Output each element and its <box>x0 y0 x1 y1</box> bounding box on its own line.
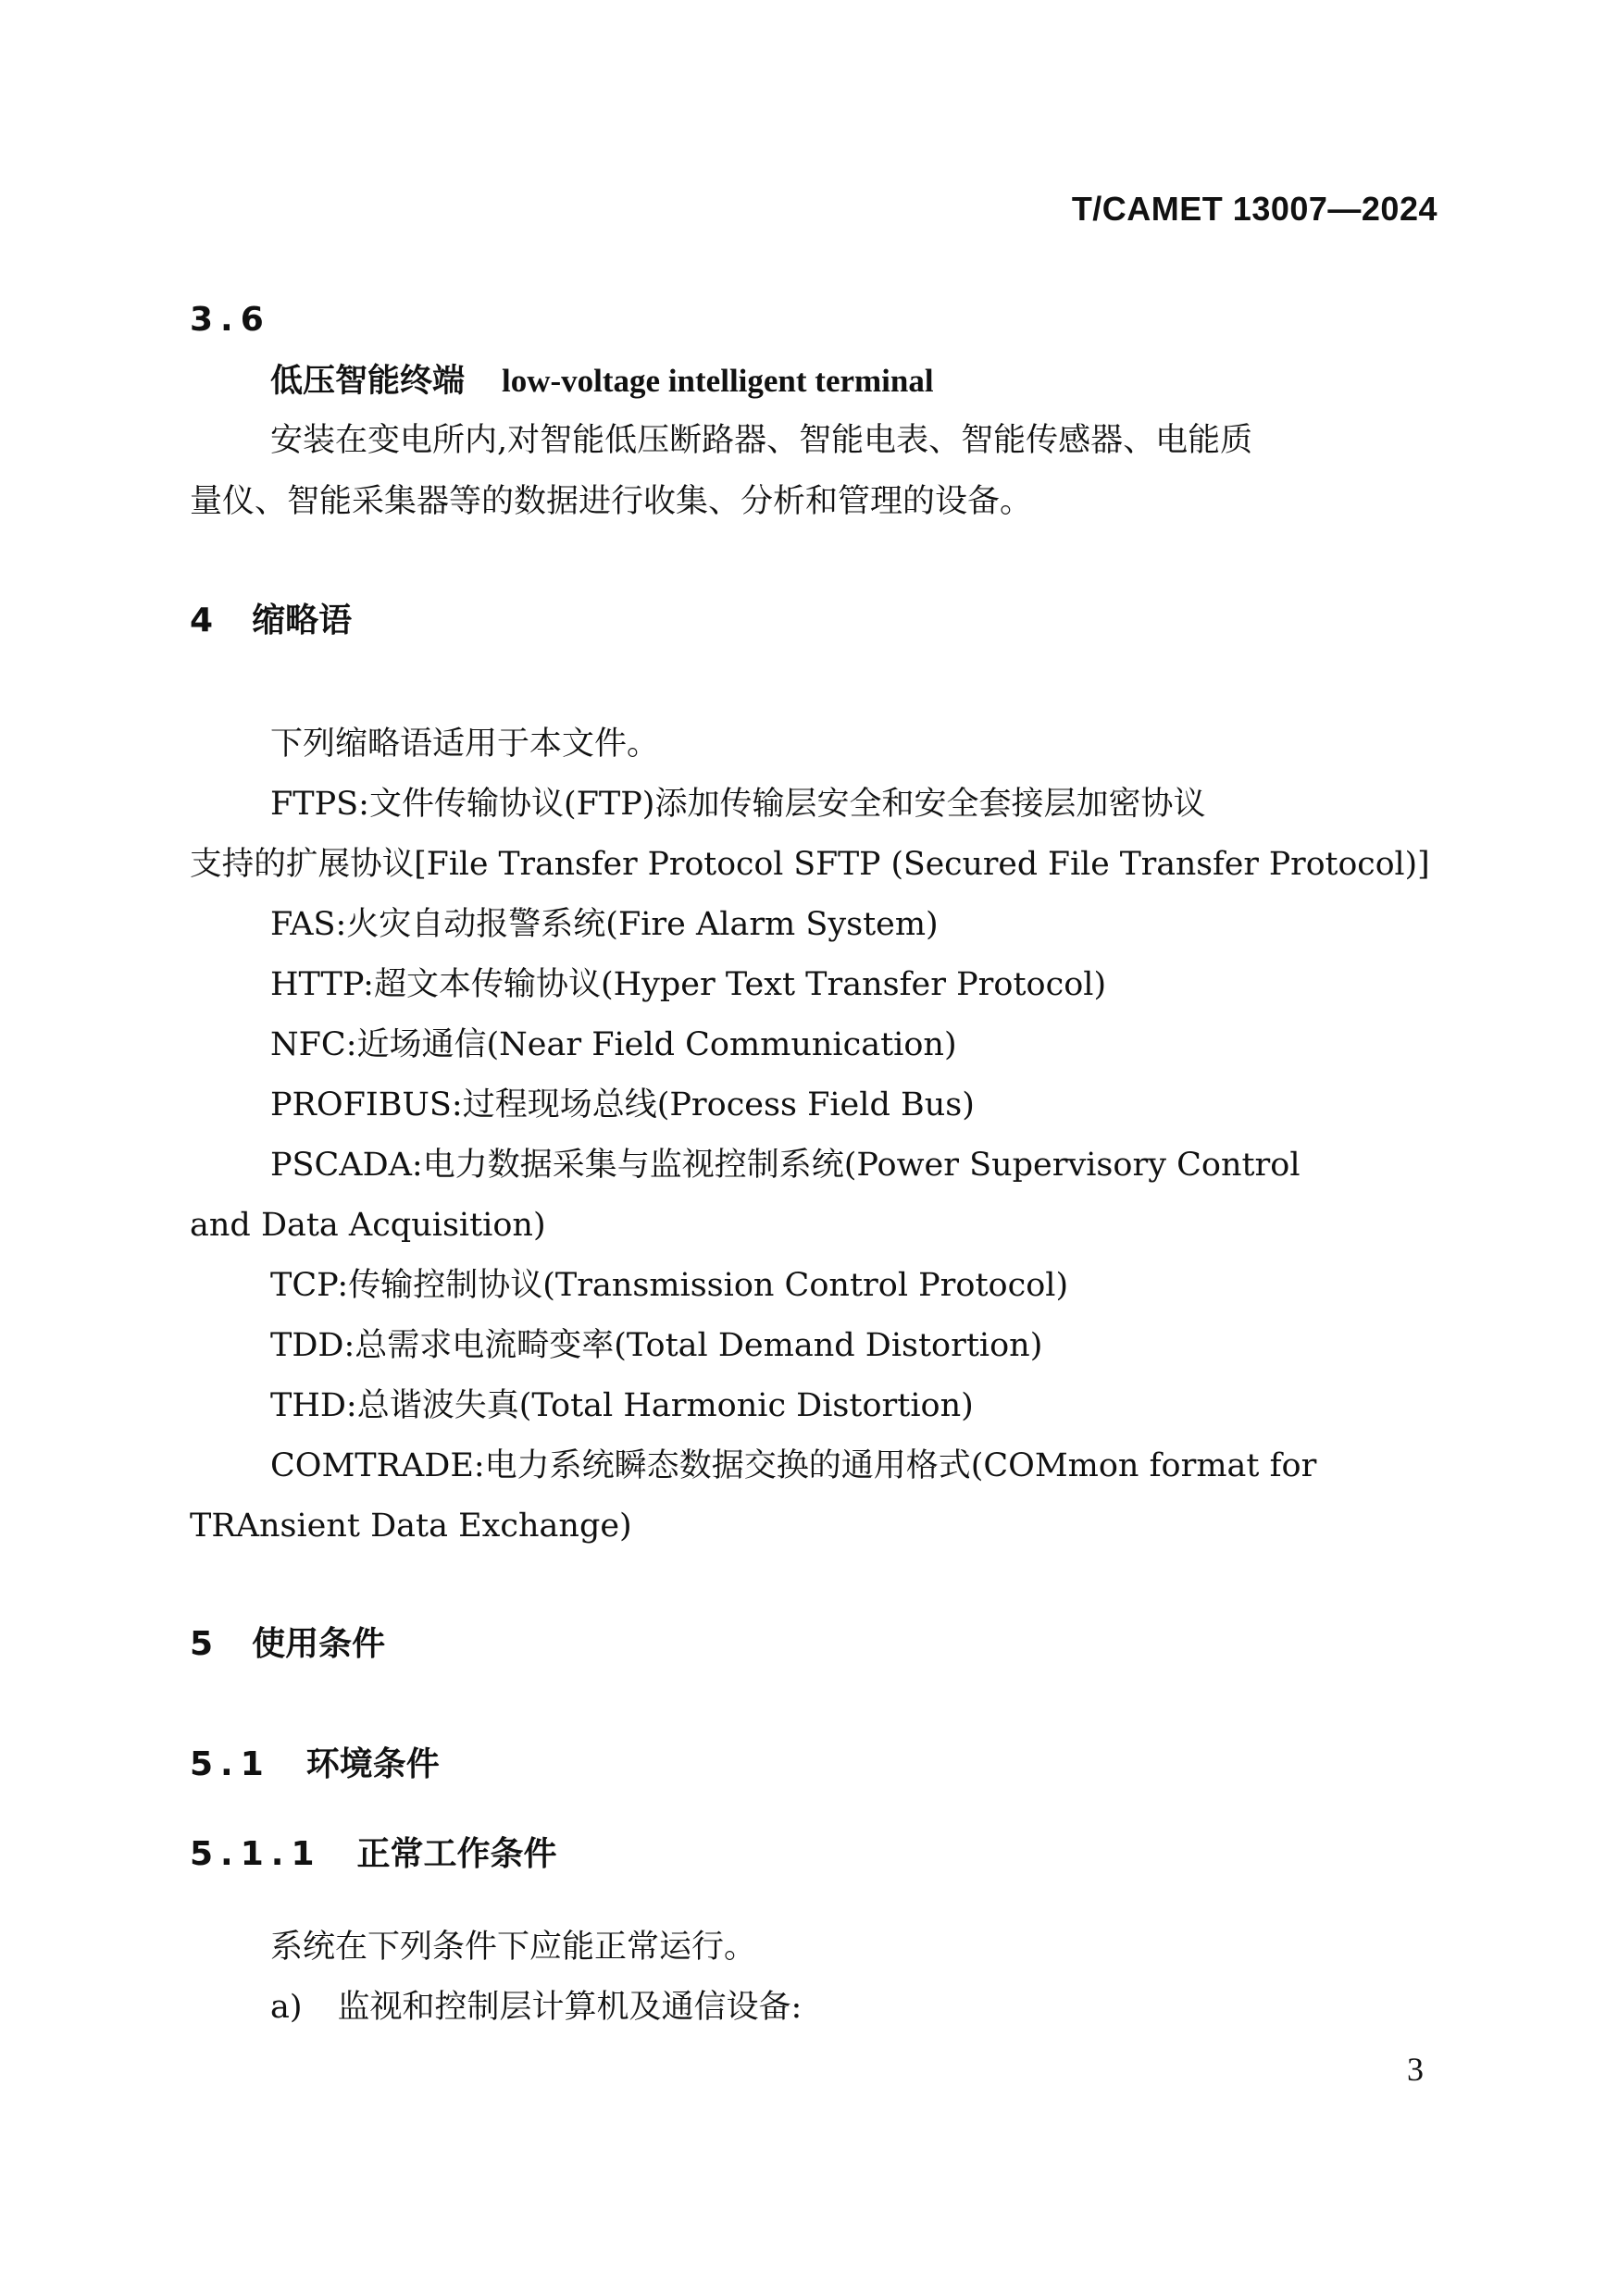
clause-number: 3.6 <box>190 301 271 339</box>
term-chinese: 低压智能终端 <box>270 363 466 400</box>
section-heading-5 <box>190 1622 1430 1667</box>
standard-number: T/CAMET 13007—2024 <box>1071 190 1438 228</box>
list-item-text: 监视和控制层计算机及通信设备: <box>337 1989 803 2026</box>
abbr-pscada-line-1: PSCADA:电力数据采集与监视控制系统(Power Supervisory Control <box>270 1147 1301 1184</box>
abbr-nfc: NFC:近场通信(Near Field Communication) <box>270 1026 957 1063</box>
page-number: 3 <box>1407 2051 1424 2088</box>
list-item-label: a) <box>270 1989 303 2026</box>
clause-number-3-6 <box>190 298 1430 342</box>
section-number: 5 <box>190 1625 214 1663</box>
section-title: 缩略语 <box>252 602 353 639</box>
abbr-profibus: PROFIBUS:过程现场总线(Process Field Bus) <box>270 1086 975 1123</box>
section-title: 使用条件 <box>252 1625 386 1663</box>
abbreviations-intro: 下列缩略语适用于本文件。 <box>270 726 660 763</box>
definition-line-2: 量仪、智能采集器等的数据进行收集、分析和管理的设备。 <box>190 483 1033 520</box>
abbr-ftps-line-1: FTPS:文件传输协议(FTP)添加传输层安全和安全套接层加密协议 <box>270 786 1206 823</box>
conditions-intro: 系统在下列条件下应能正常运行。 <box>270 1929 757 1966</box>
abbr-thd: THD:总谐波失真(Total Harmonic Distortion) <box>270 1387 974 1424</box>
definition-line-1: 安装在变电所内,对智能低压断路器、智能电表、智能传感器、电能质 <box>270 422 1253 459</box>
subsection-number: 5.1.1 <box>190 1835 322 1873</box>
list-item-a <box>270 1985 1429 2029</box>
abbr-ftps-line-2: 支持的扩展协议[File Transfer Protocol SFTP (Secured File Transfer Protocol)] <box>190 846 1430 883</box>
section-heading-4 <box>190 599 1430 643</box>
abbr-tcp: TCP:传输控制协议(Transmission Control Protocol) <box>270 1267 1069 1304</box>
abbr-tdd: TDD:总需求电流畸变率(Total Demand Distortion) <box>270 1327 1043 1364</box>
term-english: low-voltage intelligent terminal <box>502 363 934 399</box>
section-number: 4 <box>190 602 214 639</box>
term-entry <box>270 359 1429 403</box>
abbr-comtrade-line-2: TRAnsient Data Exchange) <box>190 1508 632 1545</box>
abbr-http: HTTP:超文本传输协议(Hyper Text Transfer Protocol) <box>270 966 1107 1003</box>
subsection-heading-5-1 <box>190 1743 1430 1787</box>
subsection-heading-5-1-1 <box>190 1832 1430 1877</box>
abbr-fas: FAS:火灾自动报警系统(Fire Alarm System) <box>270 906 939 943</box>
subsection-title: 正常工作条件 <box>356 1835 557 1873</box>
subsection-number: 5.1 <box>190 1745 271 1783</box>
abbr-pscada-line-2: and Data Acquisition) <box>190 1207 546 1244</box>
abbr-comtrade-line-1: COMTRADE:电力系统瞬态数据交换的通用格式(COMmon format for <box>270 1447 1317 1484</box>
subsection-title: 环境条件 <box>305 1745 440 1783</box>
